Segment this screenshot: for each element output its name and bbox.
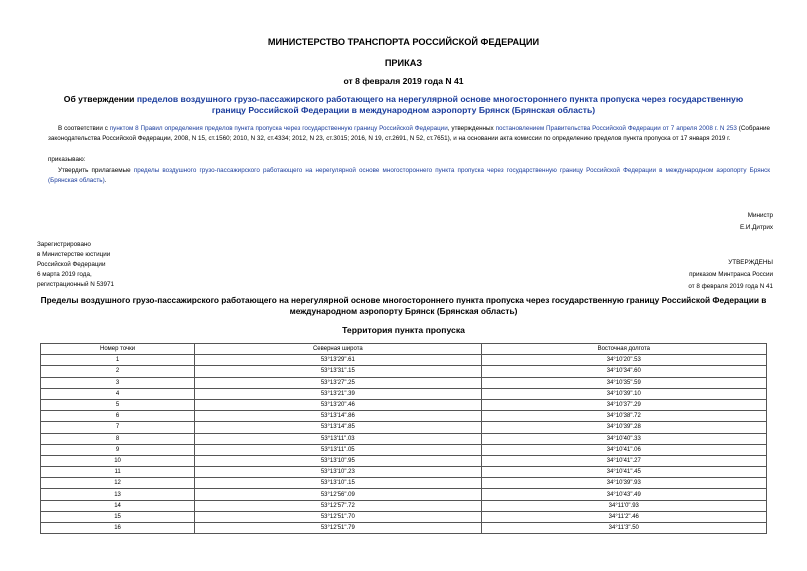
territory-title: Территория пункта пропуска [342, 325, 465, 335]
cell-point-number: 3 [41, 377, 195, 388]
table-row [41, 500, 767, 511]
cell-point-number: 9 [41, 444, 195, 455]
registration-line: Зарегистрировано [37, 241, 91, 248]
cell-point-number: 6 [41, 411, 195, 422]
approve-text-a: Утвердить прилагаемые [58, 167, 134, 174]
coordinates-table [40, 343, 767, 534]
table-header-row [41, 344, 767, 355]
cell-east-longitude: 34°10'37".29 [481, 399, 766, 410]
cell-east-longitude: 34°10'39".93 [481, 478, 766, 489]
cell-point-number: 14 [41, 500, 195, 511]
order-directive: приказываю: [48, 156, 86, 163]
cell-east-longitude: 34°10'35".59 [481, 377, 766, 388]
cell-point-number: 4 [41, 388, 195, 399]
cell-east-longitude: 34°10'43".49 [481, 489, 766, 500]
cell-north-latitude: 53°13'10".15 [195, 478, 481, 489]
cell-east-longitude: 34°10'39".28 [481, 422, 766, 433]
rules-link[interactable]: пунктом 8 Правил определения пределов пункта пропуска через государственную границу Российской Федерации [109, 125, 448, 132]
order-heading: ПРИКАЗ [384, 58, 423, 68]
preamble-text-b: , утвержденных [447, 125, 496, 132]
cell-north-latitude: 53°13'10".23 [195, 467, 481, 478]
approval-label: УТВЕРЖДЕНЫ [728, 259, 773, 266]
approval-order: приказом Минтранса России [689, 271, 773, 278]
signature-position: Министр [747, 212, 773, 219]
cell-east-longitude: 34°10'39".10 [481, 388, 766, 399]
header-east-longitude: Восточная долгота [481, 344, 766, 355]
cell-east-longitude: 34°10'41".45 [481, 467, 766, 478]
header-north-latitude: Северная широта [195, 344, 481, 355]
cell-point-number: 8 [41, 433, 195, 444]
cell-north-latitude: 53°12'57".72 [195, 500, 481, 511]
cell-east-longitude: 34°11'3".50 [481, 523, 766, 534]
cell-point-number: 7 [41, 422, 195, 433]
cell-north-latitude: 53°13'20".46 [195, 399, 481, 410]
registration-line: Российской Федерации [37, 261, 106, 268]
table-row [41, 467, 767, 478]
cell-north-latitude: 53°13'11".05 [195, 444, 481, 455]
cell-east-longitude: 34°10'41".27 [481, 455, 766, 466]
table-row [41, 455, 767, 466]
table-row [41, 355, 767, 366]
table-row [41, 399, 767, 410]
registration-line: в Министерстве юстиции [37, 251, 111, 258]
cell-point-number: 16 [41, 523, 195, 534]
registration-line: регистрационный N 53971 [37, 281, 115, 288]
cell-north-latitude: 53°13'29".61 [195, 355, 481, 366]
cell-point-number: 1 [41, 355, 195, 366]
coordinates-table-body [41, 355, 767, 534]
signature-name: Е.И.Дитрих [739, 224, 773, 231]
order-title [48, 94, 759, 116]
cell-north-latitude: 53°12'51".79 [195, 523, 481, 534]
cell-east-longitude: 34°11'0".93 [481, 500, 766, 511]
table-row [41, 433, 767, 444]
limits-title: Пределы воздушного грузо-пассажирского работающего на нерегулярной основе многостороннего пункта пропуска через государственную границу Российской Федерации в международном аэропорту Брянск (Брянская область) [40, 295, 767, 316]
table-row [41, 523, 767, 534]
table-row [41, 411, 767, 422]
cell-north-latitude: 53°13'14".86 [195, 411, 481, 422]
table-row [41, 478, 767, 489]
order-date: от 8 февраля 2019 года N 41 [343, 76, 464, 86]
government-decree-link[interactable]: постановлением Правительства Российской Федерации от 7 апреля 2008 г. N 253 [495, 125, 737, 132]
cell-point-number: 15 [41, 511, 195, 522]
table-row [41, 366, 767, 377]
approve-paragraph [48, 166, 770, 186]
limits-link[interactable]: пределы воздушного грузо-пассажирского работающего на нерегулярной основе многостороннего пункта пропуска через государственную границу Российской Федерации в международном аэропорту Брянск (Брянская область) [48, 167, 770, 184]
approve-text-b: . [104, 177, 107, 184]
cell-north-latitude: 53°13'11".03 [195, 433, 481, 444]
order-title-prefix: Об утверждении [63, 94, 137, 104]
cell-north-latitude: 53°13'27".25 [195, 377, 481, 388]
cell-point-number: 5 [41, 399, 195, 410]
cell-point-number: 2 [41, 366, 195, 377]
preamble-text-c: (Собрание законодательства Российской Федерации, 2008, N 15, ст.1560; 2010, N 32, ст.4334; 2012, N 23, ст.3015; 2016, N 19, ст.2691, N 52, ст.7651), и на основании акта комиссии по определению пределов пункта пропуска от 17 января 2019 г. [48, 125, 770, 142]
cell-east-longitude: 34°10'38".72 [481, 411, 766, 422]
registration-block [37, 240, 114, 290]
cell-east-longitude: 34°11'2".46 [481, 511, 766, 522]
approval-date: от 8 февраля 2019 года N 41 [688, 283, 773, 290]
preamble-paragraph [48, 124, 770, 144]
header-point-number: Номер точки [41, 344, 195, 355]
table-row [41, 377, 767, 388]
cell-point-number: 12 [41, 478, 195, 489]
cell-point-number: 11 [41, 467, 195, 478]
preamble-text-a: В соответствии с [58, 125, 110, 132]
table-row [41, 422, 767, 433]
cell-east-longitude: 34°10'20".53 [481, 355, 766, 366]
table-row [41, 489, 767, 500]
table-row [41, 388, 767, 399]
cell-east-longitude: 34°10'41".06 [481, 444, 766, 455]
cell-east-longitude: 34°10'34".60 [481, 366, 766, 377]
cell-north-latitude: 53°12'56".09 [195, 489, 481, 500]
cell-north-latitude: 53°12'51".70 [195, 511, 481, 522]
cell-point-number: 13 [41, 489, 195, 500]
table-row [41, 511, 767, 522]
order-title-link[interactable]: пределов воздушного грузо-пассажирского работающего на нерегулярной основе многостороннего пункта пропуска через государственную границу Российской Федерации в международном аэропорту Брянск (Брянская область) [136, 94, 744, 115]
table-row [41, 444, 767, 455]
cell-east-longitude: 34°10'40".33 [481, 433, 766, 444]
cell-point-number: 10 [41, 455, 195, 466]
ministry-heading: МИНИСТЕРСТВО ТРАНСПОРТА РОССИЙСКОЙ ФЕДЕРАЦИИ [267, 37, 540, 47]
cell-north-latitude: 53°13'31".15 [195, 366, 481, 377]
cell-north-latitude: 53°13'14".85 [195, 422, 481, 433]
cell-north-latitude: 53°13'21".39 [195, 388, 481, 399]
registration-line: 6 марта 2019 года, [37, 271, 92, 278]
cell-north-latitude: 53°13'10".95 [195, 455, 481, 466]
